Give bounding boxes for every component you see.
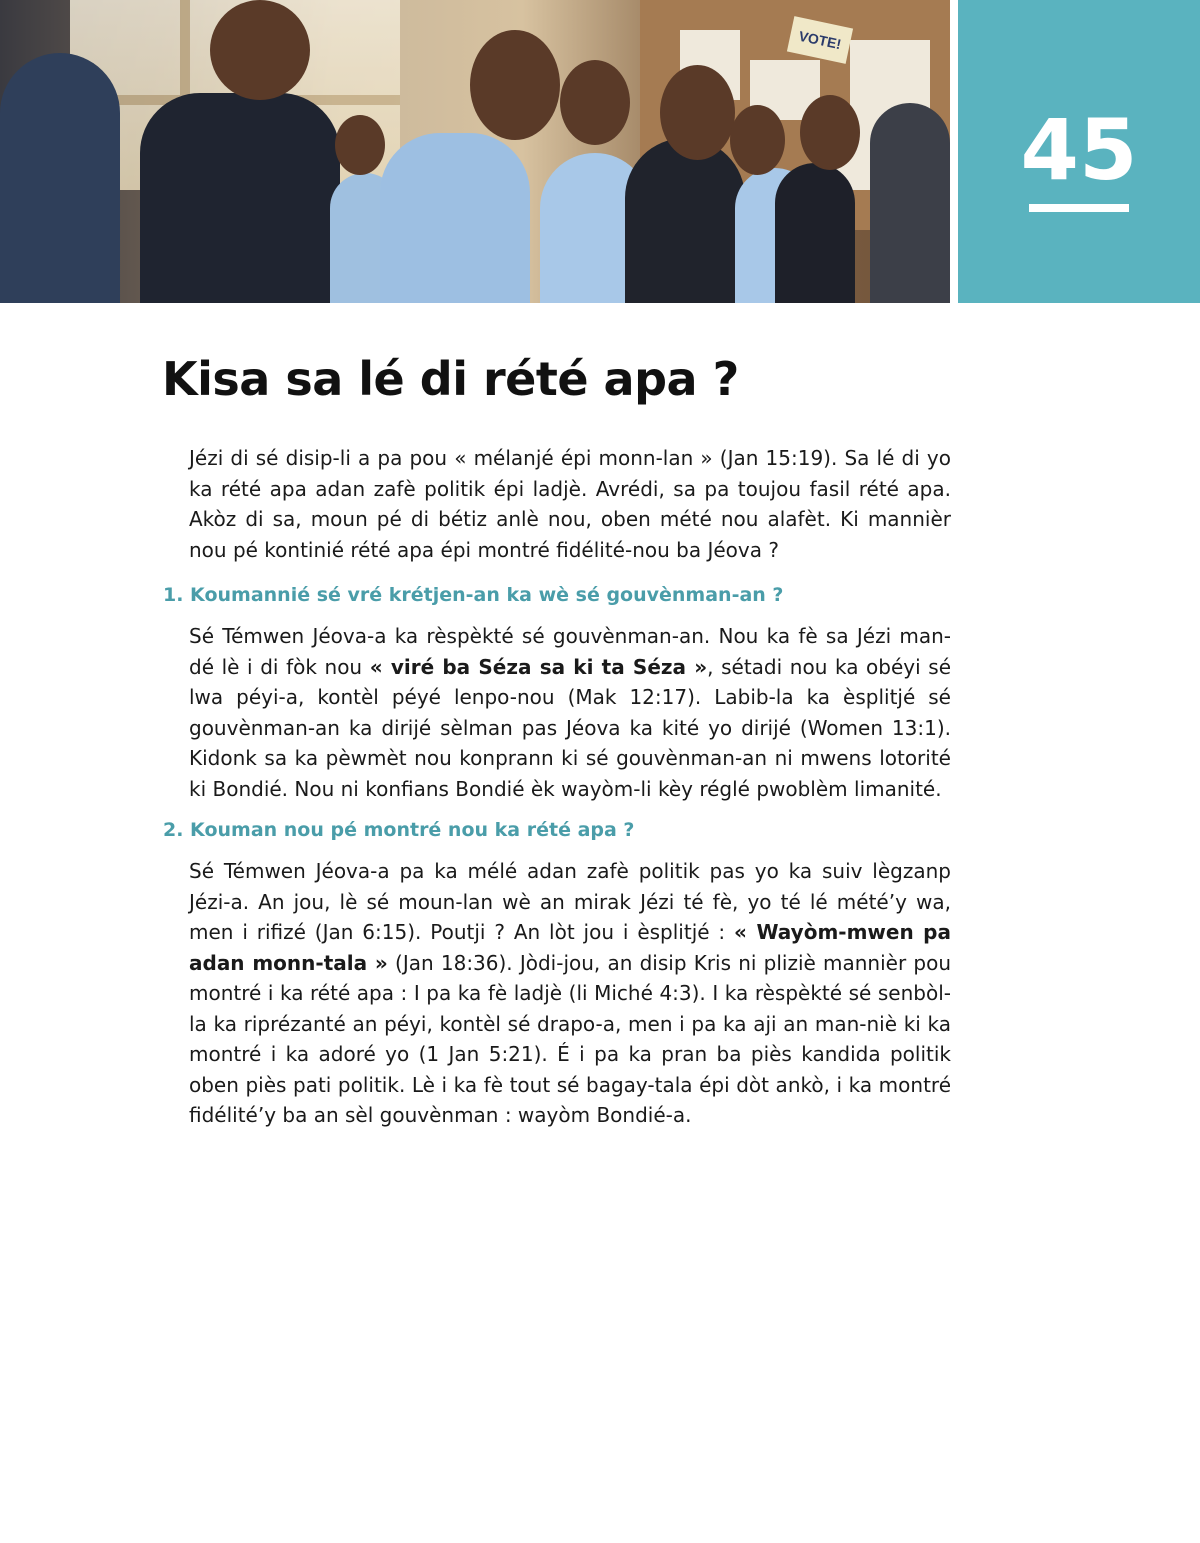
vote-sign: VOTE! [787, 16, 853, 64]
section-paragraph-2: Sé Témwen Jéova-a pa ka mélé adan zafè politik pas yo ka suiv lègzanp Jézi-a. An jou, lè sé moun-lan wè an mirak Jézi té fè, yo té lé mété’y wa, men i rifizé (Jan 6:15). Poutji ? An lòt jou i èsplitjé : « Wayòm-mwen pa adan monn-tala » (Jan 18:36). Jòdi-jou, an disip Kris ni pliziè mannièr pou montré i ka rété apa : I pa ka fè ladjè (li Miché 4:3). I ka rèspèkté sé senbòl-la ka riprézanté an péyi, kontèl sé drapo-a, men i pa ka aji an man-niè ki ka montré i ka adoré yo (1 Jan 5:21). É i pa ka pran ba piès kandida politik oben piès pati politik. Lè i ka fè tout sé bagay-tala épi dòt ankò, i ka montré fidélité’y ba an sèl gouvènman : wayòm Bondié-a. [189, 859, 951, 1127]
section-2-bold-quote: « Wayòm-mwen pa adan monn-tala » [189, 920, 951, 975]
section-heading-2: 2. Kouman nou pé montré nou ka rété apa ? [163, 819, 635, 841]
lesson-number-badge [958, 0, 1200, 303]
section-paragraph-1: Sé Témwen Jéova-a ka rèspèkté sé gouvènman-an. Nou ka fè sa Jézi man-dé lè i di fòk nou « viré ba Séza sa ki ta Séza », sétadi nou ka obéyi sé lwa péyi-a, kontèl péyé lenpo-nou (Mak 12:17). Labib-la ka èsplitjé sé gouvènman-an ka dirijé sèlman pas Jéova ka kité yo dirijé (Women 13:1). Kidonk sa ka pèwmèt nou konprann ki sé gouvènman-an ni mwens lotorité ki Bondié. Nou ni konfians Bondié èk wayòm-li kèy réglé pwoblèm limanité. [189, 624, 952, 801]
lesson-number: 45 [1020, 101, 1138, 199]
number-underline [1029, 204, 1129, 212]
intro-paragraph: Jézi di sé disip-li a pa pou « mélanjé épi monn-lan » (Jan 15:19). Sa lé di yo ka rété apa adan zafè politik épi ladjè. Avrédi, sa pa toujou fasil rété apa. Akòz di sa, moun pé di bétiz anlè nou, oben mété nou alafèt. Ki mannièr nou pé kontinié rété apa épi montré fidélité-nou ba Jéova ? [189, 446, 951, 562]
page-title: Kisa sa lé di rété apa ? [162, 352, 739, 406]
section-heading-1: 1. Koumannié sé vré krétjen-an ka wè sé gouvènman-an ? [163, 584, 784, 606]
header-photo [0, 0, 950, 303]
section-1-bold-quote: « viré ba Séza sa ki ta Séza » [369, 654, 708, 679]
